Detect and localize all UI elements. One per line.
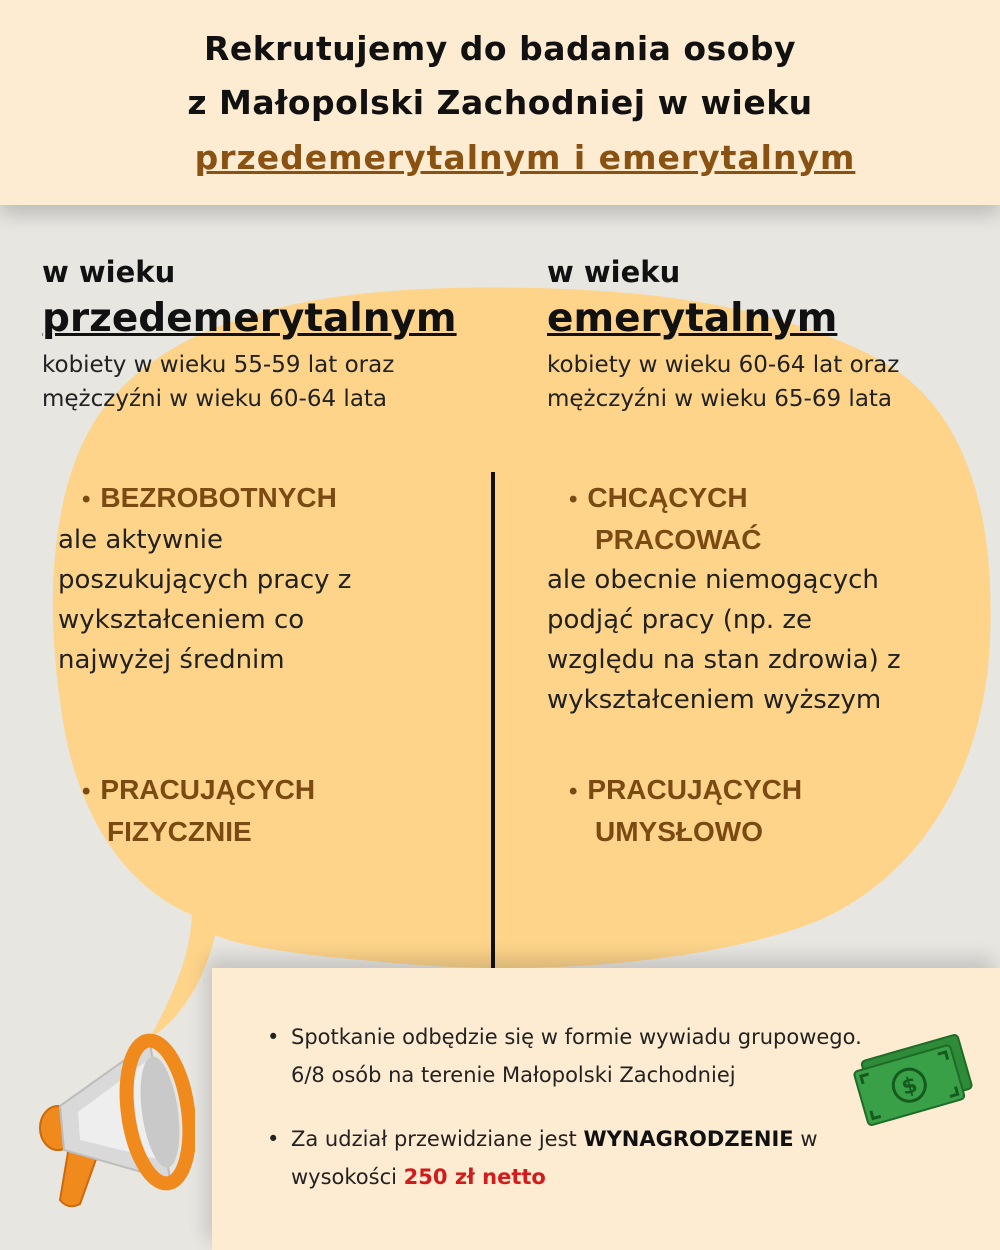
right-bullet1-desc-2: podjąć pracy (np. ze <box>547 605 813 635</box>
left-bullet-physical <box>82 770 482 852</box>
footer-item2-strong: WYNAGRODZENIE <box>583 1127 794 1151</box>
bullet-dot-icon: • <box>82 486 91 513</box>
footer-item1-line2: 6/8 osób na terenie Małopolski Zachodniej <box>291 1063 736 1087</box>
footer-item-meeting <box>267 1018 927 1094</box>
left-bullet1-desc-1: ale aktywnie <box>58 525 223 555</box>
right-bullet-willing <box>547 478 987 720</box>
footer-item2-post: w <box>800 1127 818 1151</box>
footer-item2-line2-pre: wysokości <box>291 1165 397 1189</box>
left-age-desc-1: kobiety w wieku 55-59 lat oraz <box>42 352 395 378</box>
megaphone-icon <box>20 1020 195 1215</box>
header-title-line1: Rekrutujemy do badania osoby <box>203 29 797 68</box>
left-bullet1-title: BEZROBOTNYCH <box>100 482 337 513</box>
left-age-desc-2: mężczyźni w wieku 60-64 lata <box>42 386 388 412</box>
right-age-prefix: w wieku <box>547 255 681 289</box>
header-title-line3: przedemerytalnym i emerytalnym <box>194 138 856 177</box>
right-bullet2-title-1: PRACUJĄCYCH <box>587 774 803 805</box>
column-divider <box>491 472 495 972</box>
right-age-desc-2: mężczyźni w wieku 65-69 lata <box>547 386 893 412</box>
left-bullet1-desc-4: najwyżej średnim <box>58 645 285 675</box>
left-age-group: przedemerytalnym <box>42 296 457 341</box>
right-age-group: emerytalnym <box>547 296 838 341</box>
header-title-line2: z Małopolski Zachodniej w wieku <box>187 83 813 122</box>
left-bullet-unemployed <box>58 478 478 680</box>
right-column-header <box>547 250 987 416</box>
right-bullet1-desc-3: względu na stan zdrowia) z <box>547 645 901 675</box>
right-age-desc-1: kobiety w wieku 60-64 lat oraz <box>547 352 900 378</box>
bullet-dot-icon: • <box>82 778 91 805</box>
left-bullet1-desc-3: wykształceniem co <box>58 605 305 635</box>
footer-item2-pre: Za udział przewidziane jest <box>291 1127 577 1151</box>
footer-item2-amount: 250 zł netto <box>403 1165 546 1189</box>
left-bullet2-title-1: PRACUJĄCYCH <box>100 774 316 805</box>
left-bullet2-title-2: FIZYCZNIE <box>107 816 252 847</box>
right-bullet1-desc-4: wykształceniem wyższym <box>547 685 882 715</box>
left-bullet1-desc-2: poszukujących pracy z <box>58 565 352 595</box>
right-bullet2-title-2: UMYSŁOWO <box>595 816 763 847</box>
right-bullet1-desc-1: ale obecnie niemogących <box>547 565 879 595</box>
left-column-header <box>42 250 492 416</box>
money-icon <box>848 1030 978 1130</box>
bullet-dot-icon: • <box>569 486 578 513</box>
right-bullet-mental <box>569 770 969 852</box>
footer-item-payment <box>267 1120 927 1196</box>
header-banner <box>0 0 1000 205</box>
footer-list <box>267 1018 927 1196</box>
left-age-prefix: w wieku <box>42 255 176 289</box>
right-bullet1-title-2: PRACOWAĆ <box>595 524 762 555</box>
right-bullet1-title-1: CHCĄCYCH <box>587 482 748 513</box>
bullet-dot-icon: • <box>569 778 578 805</box>
dollar-symbol: $ <box>898 1072 921 1101</box>
footer-item1-line1: Spotkanie odbędzie się w formie wywiadu grupowego. <box>291 1025 862 1049</box>
